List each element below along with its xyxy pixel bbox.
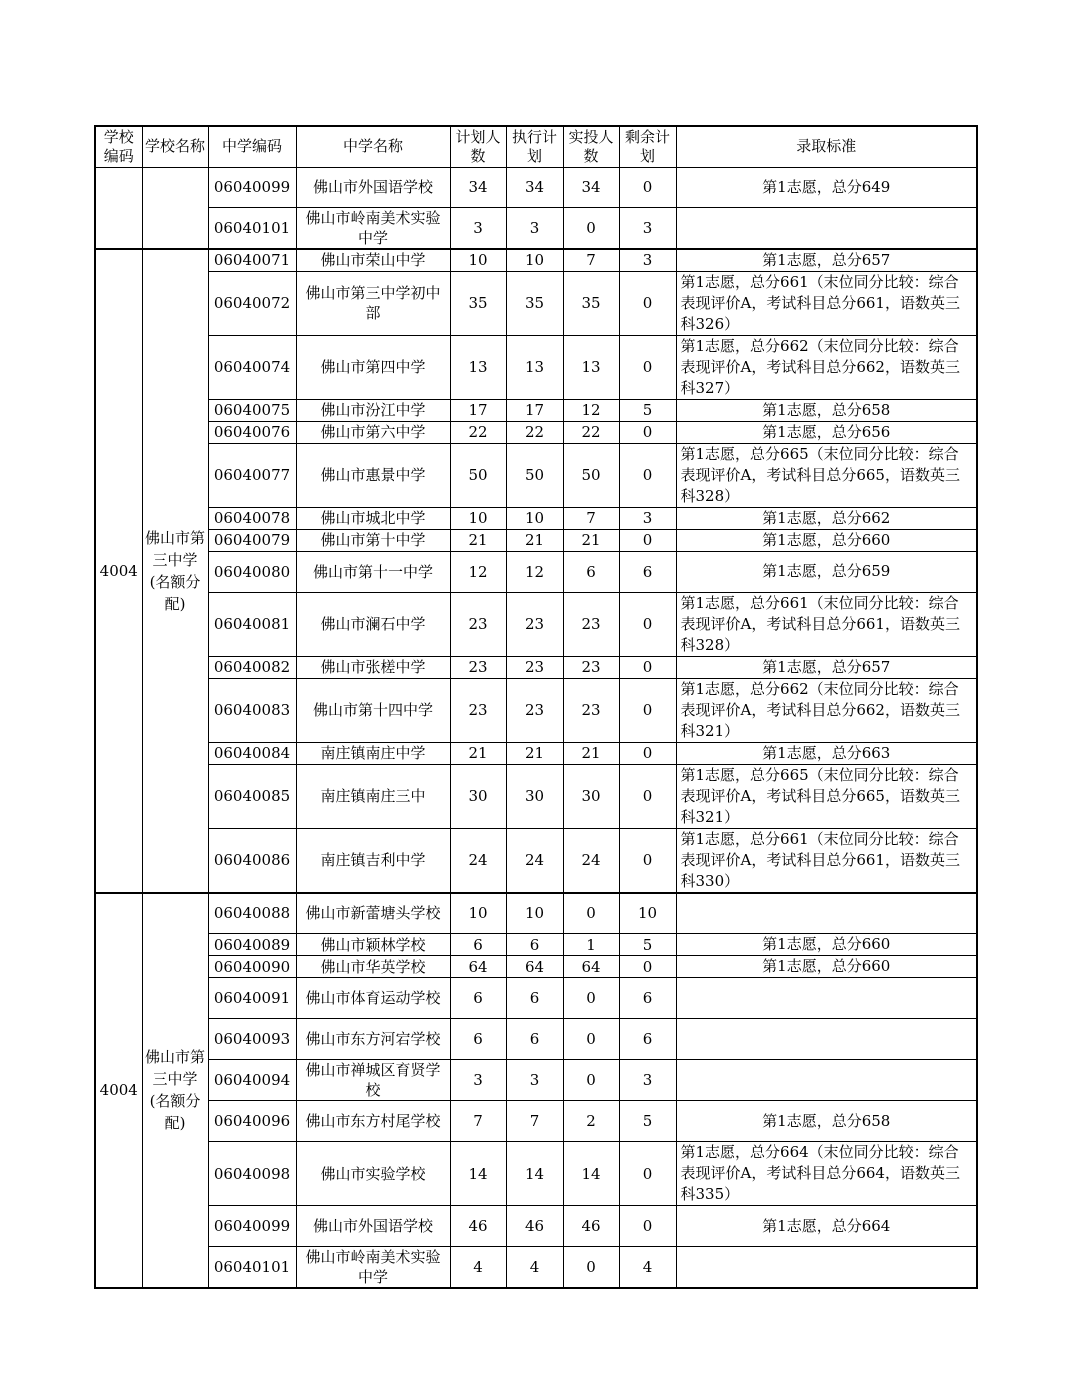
school-name-cell bbox=[142, 167, 208, 249]
plan-cell: 64 bbox=[450, 956, 506, 978]
middle-code-cell: 06040093 bbox=[208, 1019, 296, 1060]
standard-cell bbox=[676, 893, 977, 934]
middle-name-cell: 佛山市张槎中学 bbox=[296, 656, 450, 678]
actual-cell: 34 bbox=[563, 167, 619, 207]
plan-cell: 6 bbox=[450, 978, 506, 1019]
middle-name-cell: 佛山市惠景中学 bbox=[296, 443, 450, 507]
standard-cell: 第1志愿，总分663 bbox=[676, 742, 977, 764]
remain-cell: 6 bbox=[619, 551, 676, 592]
remain-cell: 5 bbox=[619, 1101, 676, 1142]
middle-name-cell: 佛山市城北中学 bbox=[296, 507, 450, 529]
plan-cell: 10 bbox=[450, 893, 506, 934]
standard-cell: 第1志愿，总分661（末位同分比较：综合表现评价A，考试科目总分661，语数英三科328） bbox=[676, 592, 977, 656]
middle-code-cell: 06040079 bbox=[208, 529, 296, 551]
standard-cell: 第1志愿，总分662（末位同分比较：综合表现评价A，考试科目总分662，语数英三科321） bbox=[676, 678, 977, 742]
remain-cell: 0 bbox=[619, 764, 676, 828]
middle-code-cell: 06040080 bbox=[208, 551, 296, 592]
table-row bbox=[95, 978, 977, 1019]
table-row bbox=[95, 271, 977, 335]
remain-cell: 6 bbox=[619, 978, 676, 1019]
middle-name-cell: 佛山市第十四中学 bbox=[296, 678, 450, 742]
exec-cell: 10 bbox=[506, 507, 563, 529]
plan-cell: 10 bbox=[450, 507, 506, 529]
table-row bbox=[95, 249, 977, 272]
exec-cell: 23 bbox=[506, 678, 563, 742]
standard-cell: 第1志愿，总分660 bbox=[676, 934, 977, 956]
exec-cell: 12 bbox=[506, 551, 563, 592]
exec-cell: 23 bbox=[506, 656, 563, 678]
standard-cell bbox=[676, 207, 977, 249]
middle-code-cell: 06040088 bbox=[208, 893, 296, 934]
middle-code-cell: 06040077 bbox=[208, 443, 296, 507]
remain-cell: 4 bbox=[619, 1247, 676, 1289]
middle-code-cell: 06040078 bbox=[208, 507, 296, 529]
exec-cell: 10 bbox=[506, 893, 563, 934]
middle-code-cell: 06040101 bbox=[208, 1247, 296, 1289]
middle-name-cell: 佛山市荣山中学 bbox=[296, 249, 450, 272]
plan-cell: 7 bbox=[450, 1101, 506, 1142]
exec-cell: 22 bbox=[506, 421, 563, 443]
exec-cell: 46 bbox=[506, 1206, 563, 1247]
standard-cell: 第1志愿，总分660 bbox=[676, 529, 977, 551]
remain-cell: 0 bbox=[619, 1142, 676, 1206]
table-row bbox=[95, 678, 977, 742]
actual-cell: 30 bbox=[563, 764, 619, 828]
middle-code-cell: 06040083 bbox=[208, 678, 296, 742]
plan-cell: 23 bbox=[450, 678, 506, 742]
middle-code-cell: 06040086 bbox=[208, 828, 296, 893]
remain-cell: 3 bbox=[619, 249, 676, 272]
remain-cell: 0 bbox=[619, 956, 676, 978]
remain-cell: 0 bbox=[619, 335, 676, 399]
remain-cell: 0 bbox=[619, 271, 676, 335]
table-row bbox=[95, 167, 977, 207]
middle-name-cell: 佛山市东方村尾学校 bbox=[296, 1101, 450, 1142]
exec-cell: 4 bbox=[506, 1247, 563, 1289]
remain-cell: 10 bbox=[619, 893, 676, 934]
header-exec: 执行计划 bbox=[506, 126, 563, 167]
middle-code-cell: 06040090 bbox=[208, 956, 296, 978]
table-row bbox=[95, 421, 977, 443]
middle-code-cell: 06040072 bbox=[208, 271, 296, 335]
header-remain: 剩余计划 bbox=[619, 126, 676, 167]
plan-cell: 23 bbox=[450, 656, 506, 678]
standard-cell bbox=[676, 1019, 977, 1060]
middle-name-cell: 佛山市第三中学初中部 bbox=[296, 271, 450, 335]
header-standard: 录取标准 bbox=[676, 126, 977, 167]
remain-cell: 0 bbox=[619, 443, 676, 507]
plan-cell: 6 bbox=[450, 1019, 506, 1060]
standard-cell: 第1志愿，总分664 bbox=[676, 1206, 977, 1247]
plan-cell: 14 bbox=[450, 1142, 506, 1206]
standard-cell: 第1志愿，总分649 bbox=[676, 167, 977, 207]
plan-cell: 21 bbox=[450, 529, 506, 551]
admission-table bbox=[94, 125, 978, 1289]
remain-cell: 5 bbox=[619, 934, 676, 956]
plan-cell: 4 bbox=[450, 1247, 506, 1289]
plan-cell: 46 bbox=[450, 1206, 506, 1247]
middle-code-cell: 06040084 bbox=[208, 742, 296, 764]
middle-code-cell: 06040091 bbox=[208, 978, 296, 1019]
remain-cell: 0 bbox=[619, 828, 676, 893]
actual-cell: 12 bbox=[563, 399, 619, 421]
standard-cell bbox=[676, 1060, 977, 1101]
middle-code-cell: 06040071 bbox=[208, 249, 296, 272]
middle-code-cell: 06040101 bbox=[208, 207, 296, 249]
actual-cell: 23 bbox=[563, 592, 619, 656]
plan-cell: 6 bbox=[450, 934, 506, 956]
actual-cell: 24 bbox=[563, 828, 619, 893]
school-code-cell: 4004 bbox=[95, 893, 142, 1289]
middle-code-cell: 06040076 bbox=[208, 421, 296, 443]
standard-cell: 第1志愿，总分656 bbox=[676, 421, 977, 443]
remain-cell: 0 bbox=[619, 678, 676, 742]
standard-cell: 第1志愿，总分665（末位同分比较：综合表现评价A，考试科目总分665，语数英三科321） bbox=[676, 764, 977, 828]
middle-code-cell: 06040075 bbox=[208, 399, 296, 421]
table-row bbox=[95, 551, 977, 592]
plan-cell: 17 bbox=[450, 399, 506, 421]
middle-code-cell: 06040094 bbox=[208, 1060, 296, 1101]
exec-cell: 6 bbox=[506, 934, 563, 956]
middle-name-cell: 南庄镇南庄三中 bbox=[296, 764, 450, 828]
remain-cell: 0 bbox=[619, 742, 676, 764]
table-row bbox=[95, 1019, 977, 1060]
school-code-cell bbox=[95, 167, 142, 249]
standard-cell: 第1志愿，总分665（末位同分比较：综合表现评价A，考试科目总分665，语数英三科328） bbox=[676, 443, 977, 507]
header-school-code: 学校编码 bbox=[95, 126, 142, 167]
header-plan: 计划人数 bbox=[450, 126, 506, 167]
table-row bbox=[95, 934, 977, 956]
table-row bbox=[95, 956, 977, 978]
actual-cell: 13 bbox=[563, 335, 619, 399]
actual-cell: 7 bbox=[563, 249, 619, 272]
actual-cell: 21 bbox=[563, 742, 619, 764]
standard-cell: 第1志愿，总分661（末位同分比较：综合表现评价A，考试科目总分661，语数英三科326） bbox=[676, 271, 977, 335]
middle-name-cell: 佛山市岭南美术实验中学 bbox=[296, 207, 450, 249]
remain-cell: 0 bbox=[619, 167, 676, 207]
middle-code-cell: 06040099 bbox=[208, 1206, 296, 1247]
remain-cell: 0 bbox=[619, 421, 676, 443]
standard-cell bbox=[676, 1247, 977, 1289]
actual-cell: 0 bbox=[563, 1060, 619, 1101]
actual-cell: 0 bbox=[563, 1019, 619, 1060]
actual-cell: 1 bbox=[563, 934, 619, 956]
middle-name-cell: 佛山市实验学校 bbox=[296, 1142, 450, 1206]
exec-cell: 21 bbox=[506, 529, 563, 551]
plan-cell: 23 bbox=[450, 592, 506, 656]
header-school-name: 学校名称 bbox=[142, 126, 208, 167]
standard-cell: 第1志愿，总分664（末位同分比较：综合表现评价A，考试科目总分664，语数英三科335） bbox=[676, 1142, 977, 1206]
actual-cell: 23 bbox=[563, 656, 619, 678]
actual-cell: 21 bbox=[563, 529, 619, 551]
plan-cell: 13 bbox=[450, 335, 506, 399]
actual-cell: 7 bbox=[563, 507, 619, 529]
header-middle-code: 中学编码 bbox=[208, 126, 296, 167]
table-row bbox=[95, 507, 977, 529]
plan-cell: 34 bbox=[450, 167, 506, 207]
table-row bbox=[95, 764, 977, 828]
middle-name-cell: 佛山市颖林学校 bbox=[296, 934, 450, 956]
exec-cell: 14 bbox=[506, 1142, 563, 1206]
exec-cell: 6 bbox=[506, 978, 563, 1019]
actual-cell: 46 bbox=[563, 1206, 619, 1247]
table-row bbox=[95, 529, 977, 551]
standard-cell: 第1志愿，总分659 bbox=[676, 551, 977, 592]
table-row bbox=[95, 1101, 977, 1142]
standard-cell: 第1志愿，总分660 bbox=[676, 956, 977, 978]
header-middle-name: 中学名称 bbox=[296, 126, 450, 167]
middle-name-cell: 佛山市第六中学 bbox=[296, 421, 450, 443]
table-row bbox=[95, 335, 977, 399]
middle-name-cell: 佛山市汾江中学 bbox=[296, 399, 450, 421]
middle-name-cell: 佛山市澜石中学 bbox=[296, 592, 450, 656]
table-row bbox=[95, 443, 977, 507]
actual-cell: 2 bbox=[563, 1101, 619, 1142]
middle-name-cell: 佛山市体育运动学校 bbox=[296, 978, 450, 1019]
exec-cell: 3 bbox=[506, 207, 563, 249]
middle-code-cell: 06040074 bbox=[208, 335, 296, 399]
exec-cell: 50 bbox=[506, 443, 563, 507]
middle-name-cell: 佛山市第十中学 bbox=[296, 529, 450, 551]
table-row bbox=[95, 742, 977, 764]
table-row bbox=[95, 207, 977, 249]
standard-cell: 第1志愿，总分662 bbox=[676, 507, 977, 529]
school-code-cell: 4004 bbox=[95, 249, 142, 893]
middle-name-cell: 佛山市岭南美术实验中学 bbox=[296, 1247, 450, 1289]
exec-cell: 30 bbox=[506, 764, 563, 828]
table-row bbox=[95, 592, 977, 656]
table-row bbox=[95, 828, 977, 893]
standard-cell: 第1志愿，总分662（末位同分比较：综合表现评价A，考试科目总分662，语数英三科327） bbox=[676, 335, 977, 399]
actual-cell: 0 bbox=[563, 893, 619, 934]
actual-cell: 23 bbox=[563, 678, 619, 742]
exec-cell: 64 bbox=[506, 956, 563, 978]
exec-cell: 13 bbox=[506, 335, 563, 399]
plan-cell: 21 bbox=[450, 742, 506, 764]
actual-cell: 6 bbox=[563, 551, 619, 592]
actual-cell: 14 bbox=[563, 1142, 619, 1206]
table-row bbox=[95, 1247, 977, 1289]
middle-code-cell: 06040081 bbox=[208, 592, 296, 656]
middle-name-cell: 佛山市新蕾塘头学校 bbox=[296, 893, 450, 934]
exec-cell: 23 bbox=[506, 592, 563, 656]
actual-cell: 22 bbox=[563, 421, 619, 443]
exec-cell: 21 bbox=[506, 742, 563, 764]
middle-name-cell: 佛山市禅城区育贤学校 bbox=[296, 1060, 450, 1101]
actual-cell: 0 bbox=[563, 1247, 619, 1289]
table-row bbox=[95, 893, 977, 934]
standard-cell: 第1志愿，总分658 bbox=[676, 399, 977, 421]
remain-cell: 3 bbox=[619, 1060, 676, 1101]
middle-name-cell: 佛山市外国语学校 bbox=[296, 167, 450, 207]
middle-name-cell: 南庄镇吉利中学 bbox=[296, 828, 450, 893]
middle-name-cell: 佛山市外国语学校 bbox=[296, 1206, 450, 1247]
exec-cell: 34 bbox=[506, 167, 563, 207]
middle-name-cell: 南庄镇南庄中学 bbox=[296, 742, 450, 764]
plan-cell: 22 bbox=[450, 421, 506, 443]
table-row bbox=[95, 1142, 977, 1206]
plan-cell: 12 bbox=[450, 551, 506, 592]
header-actual: 实投人数 bbox=[563, 126, 619, 167]
plan-cell: 10 bbox=[450, 249, 506, 272]
exec-cell: 10 bbox=[506, 249, 563, 272]
table-row bbox=[95, 399, 977, 421]
table-row bbox=[95, 1206, 977, 1247]
exec-cell: 17 bbox=[506, 399, 563, 421]
remain-cell: 0 bbox=[619, 529, 676, 551]
remain-cell: 0 bbox=[619, 1206, 676, 1247]
middle-code-cell: 06040096 bbox=[208, 1101, 296, 1142]
school-name-cell: 佛山市第三中学(名额分配) bbox=[142, 893, 208, 1289]
middle-name-cell: 佛山市第四中学 bbox=[296, 335, 450, 399]
exec-cell: 6 bbox=[506, 1019, 563, 1060]
middle-code-cell: 06040098 bbox=[208, 1142, 296, 1206]
middle-name-cell: 佛山市东方河宕学校 bbox=[296, 1019, 450, 1060]
standard-cell: 第1志愿，总分657 bbox=[676, 656, 977, 678]
standard-cell bbox=[676, 978, 977, 1019]
actual-cell: 35 bbox=[563, 271, 619, 335]
middle-name-cell: 佛山市第十一中学 bbox=[296, 551, 450, 592]
table-row bbox=[95, 1060, 977, 1101]
plan-cell: 35 bbox=[450, 271, 506, 335]
actual-cell: 64 bbox=[563, 956, 619, 978]
actual-cell: 50 bbox=[563, 443, 619, 507]
remain-cell: 3 bbox=[619, 207, 676, 249]
plan-cell: 3 bbox=[450, 207, 506, 249]
plan-cell: 50 bbox=[450, 443, 506, 507]
middle-code-cell: 06040085 bbox=[208, 764, 296, 828]
plan-cell: 30 bbox=[450, 764, 506, 828]
header-row bbox=[95, 126, 977, 167]
standard-cell: 第1志愿，总分658 bbox=[676, 1101, 977, 1142]
standard-cell: 第1志愿，总分661（末位同分比较：综合表现评价A，考试科目总分661，语数英三科330） bbox=[676, 828, 977, 893]
remain-cell: 5 bbox=[619, 399, 676, 421]
exec-cell: 35 bbox=[506, 271, 563, 335]
middle-code-cell: 06040099 bbox=[208, 167, 296, 207]
standard-cell: 第1志愿，总分657 bbox=[676, 249, 977, 272]
school-name-cell: 佛山市第三中学(名额分配) bbox=[142, 249, 208, 893]
remain-cell: 3 bbox=[619, 507, 676, 529]
actual-cell: 0 bbox=[563, 978, 619, 1019]
table-row bbox=[95, 656, 977, 678]
remain-cell: 6 bbox=[619, 1019, 676, 1060]
exec-cell: 24 bbox=[506, 828, 563, 893]
actual-cell: 0 bbox=[563, 207, 619, 249]
remain-cell: 0 bbox=[619, 592, 676, 656]
plan-cell: 24 bbox=[450, 828, 506, 893]
middle-code-cell: 06040089 bbox=[208, 934, 296, 956]
remain-cell: 0 bbox=[619, 656, 676, 678]
plan-cell: 3 bbox=[450, 1060, 506, 1101]
middle-code-cell: 06040082 bbox=[208, 656, 296, 678]
exec-cell: 3 bbox=[506, 1060, 563, 1101]
middle-name-cell: 佛山市华英学校 bbox=[296, 956, 450, 978]
exec-cell: 7 bbox=[506, 1101, 563, 1142]
